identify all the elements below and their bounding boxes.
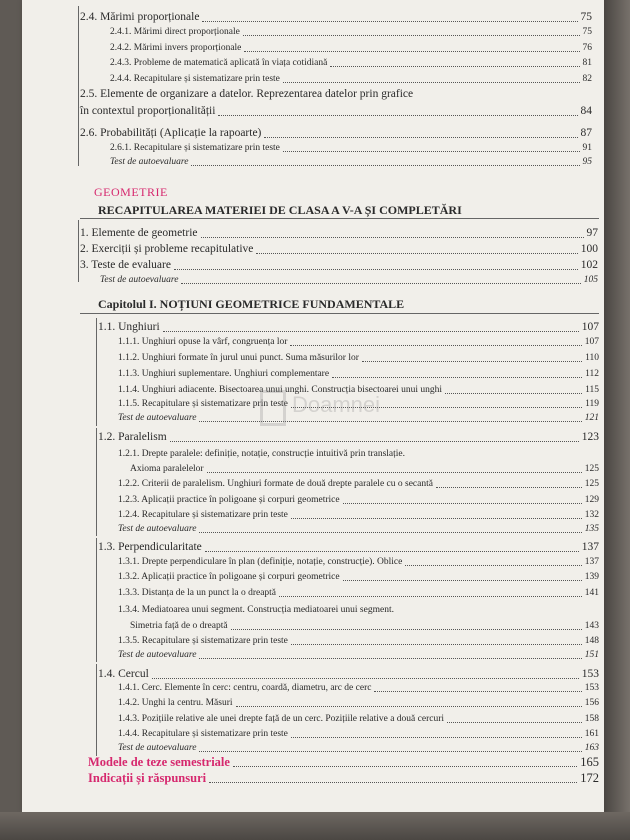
entry-page: 172 <box>580 771 599 785</box>
toc-entry-title-line: 2.5. Elemente de organizare a datelor. Reprezentarea datelor prin grafice <box>80 88 414 100</box>
toc-entry <box>118 386 599 396</box>
toc-entry <box>118 511 599 521</box>
dot-leader <box>290 344 581 346</box>
toc-entry <box>110 28 592 38</box>
dot-leader <box>330 65 579 67</box>
dot-leader <box>279 595 582 597</box>
toc-entry-indicatii <box>88 772 599 785</box>
toc-entry <box>118 370 599 380</box>
entry-title: 2. Exerciții și probleme recapitulative <box>80 243 254 255</box>
section-bracket-line <box>96 318 97 426</box>
entry-title: Axioma paralelelor <box>130 464 204 474</box>
entry-title: 1. Elemente de geometrie <box>80 227 198 239</box>
entry-title: 1.4.4. Recapitulare și sistematizare prin teste <box>118 729 288 739</box>
entry-page: 100 <box>580 243 598 255</box>
entry-title: 1.1.5. Recapitulare și sistematizare prin teste <box>118 399 288 409</box>
entry-title: 1.1.4. Unghiuri adiacente. Bisectoarea unui unghi. Construcția bisectoarei unui unghi <box>118 385 442 395</box>
entry-title: 1.1.3. Unghiuri suplementare. Unghiuri complementare <box>118 369 330 379</box>
toc-entry <box>110 158 592 168</box>
dot-leader <box>152 677 579 679</box>
dot-leader <box>205 550 579 552</box>
dot-leader <box>207 471 582 473</box>
toc-entry <box>110 59 592 69</box>
entry-title: Test de autoevaluare <box>100 275 179 285</box>
dot-leader <box>244 50 579 52</box>
dot-leader <box>181 282 580 284</box>
entry-page: 156 <box>584 698 599 708</box>
entry-page: 121 <box>584 413 599 423</box>
entry-title: în contextul proporționalității <box>80 105 216 117</box>
entry-title: 1.1.2. Unghiuri formate în jurul unui punct. Suma măsurilor lor <box>118 353 359 363</box>
dot-leader <box>174 268 578 270</box>
entry-page: 137 <box>581 541 599 553</box>
dot-leader <box>236 705 582 707</box>
entry-page: 132 <box>584 510 599 520</box>
entry-title: 1.3.3. Distanța de la un punct la o dreaptă <box>118 588 277 598</box>
entry-title: 1.3. Perpendicularitate <box>98 541 202 553</box>
toc-entry <box>118 573 599 583</box>
toc-entry <box>98 432 599 444</box>
toc-entry <box>118 496 599 506</box>
toc-entry-title-line: 1.3.4. Mediatoarea unui segment. Construcția mediatoarei unui segment. <box>118 605 394 615</box>
entry-title: 1.3.1. Drepte perpendiculare în plan (definiție, notație, construcție). Oblice <box>118 557 403 567</box>
toc-entry-2-5-continuation <box>80 106 592 118</box>
entry-title: Simetria față de o dreaptă <box>130 621 228 631</box>
toc-entry <box>118 744 599 754</box>
section-bracket-line <box>78 6 79 166</box>
dot-leader <box>374 690 581 692</box>
entry-page: 143 <box>584 621 599 631</box>
dot-leader <box>445 392 582 394</box>
entry-page: 112 <box>585 369 599 379</box>
dot-leader <box>199 420 581 422</box>
toc-entry <box>80 12 592 24</box>
entry-title: 2.4. Mărimi proporționale <box>80 11 200 23</box>
entry-page: 141 <box>584 588 599 598</box>
entry-page: 107 <box>584 337 599 347</box>
dot-leader <box>283 150 580 152</box>
entry-title: Modele de teze semestriale <box>88 755 230 769</box>
entry-title: Test de autoevaluare <box>118 650 197 660</box>
recap-rule <box>80 218 599 219</box>
dot-leader <box>170 440 579 442</box>
dot-leader <box>343 502 582 504</box>
entry-page: 148 <box>584 636 599 646</box>
entry-title: 1.1. Unghiuri <box>98 321 160 333</box>
entry-page: 107 <box>581 321 599 333</box>
dot-leader <box>291 643 582 645</box>
book-page <box>22 0 604 812</box>
toc-entry <box>118 354 599 364</box>
entry-title: 2.6.1. Recapitulare și sistematizare prin teste <box>110 143 280 153</box>
entry-title: 2.4.1. Mărimi direct proporționale <box>110 27 240 37</box>
section-bracket-line <box>96 664 97 756</box>
dot-leader <box>362 360 582 362</box>
toc-entry <box>118 651 599 661</box>
dot-leader <box>264 136 577 138</box>
dot-leader <box>202 20 577 22</box>
toc-entry <box>118 684 599 694</box>
entry-title: 2.4.2. Mărimi invers proporționale <box>110 43 242 53</box>
dot-leader <box>231 628 582 630</box>
entry-page: 81 <box>582 58 592 68</box>
entry-title: 2.6. Probabilități (Aplicație la rapoarte) <box>80 127 262 139</box>
entry-title: 1.2. Paralelism <box>98 431 167 443</box>
toc-entry <box>118 637 599 647</box>
chapter-rule <box>80 313 599 314</box>
entry-page: 123 <box>581 431 599 443</box>
section-bracket-line <box>96 538 97 662</box>
toc-entry <box>118 558 599 568</box>
toc-entry <box>118 338 599 348</box>
toc-entry <box>80 128 592 140</box>
dot-leader <box>243 34 580 36</box>
entry-page: 151 <box>584 650 599 660</box>
dot-leader <box>218 114 577 116</box>
entry-title: Test de autoevaluare <box>118 524 197 534</box>
dot-leader <box>191 164 579 166</box>
chapter-heading: Capitolul I. NOȚIUNI GEOMETRICE FUNDAMENTALE <box>98 297 405 311</box>
entry-title: 1.4.3. Pozițiile relative ale unei drepte față de un cerc. Pozițiile relative a două cercuri <box>118 714 445 724</box>
dot-leader <box>199 531 581 533</box>
entry-page: 76 <box>582 43 592 53</box>
entry-title: 1.2.3. Aplicații practice în poligoane și corpuri geometrice <box>118 495 340 505</box>
toc-entry <box>110 144 592 154</box>
entry-title: 2.4.3. Probleme de matematică aplicată în viața cotidiană <box>110 58 328 68</box>
entry-title: 1.3.5. Recapitulare și sistematizare prin teste <box>118 636 288 646</box>
entry-page: 87 <box>580 127 592 139</box>
entry-page: 91 <box>582 143 592 153</box>
entry-title: 1.3.2. Aplicații practice în poligoane și corpuri geometrice <box>118 572 340 582</box>
entry-page: 125 <box>584 479 599 489</box>
dot-leader <box>163 330 579 332</box>
dot-leader <box>291 406 582 408</box>
section-bracket-line <box>78 220 79 282</box>
toc-entry <box>80 228 598 240</box>
recap-heading: RECAPITULAREA MATERIEI DE CLASA A V-A ȘI COMPLETĂRI <box>98 203 462 217</box>
section-heading-geometrie: GEOMETRIE <box>94 185 168 199</box>
dot-leader <box>283 81 580 83</box>
entry-page: 95 <box>582 157 592 167</box>
entry-title: 1.2.4. Recapitulare și sistematizare prin teste <box>118 510 288 520</box>
dot-leader <box>332 376 582 378</box>
entry-title: 1.2.2. Criterii de paralelism. Unghiuri formate de două drepte paralele cu o secantă <box>118 479 433 489</box>
toc-entry <box>118 715 599 725</box>
toc-entry <box>118 730 599 740</box>
toc-entry-title-line: 1.2.1. Drepte paralele: definiție, notație, construcție intuitivă prin translație. <box>118 449 406 459</box>
entry-page: 161 <box>584 729 599 739</box>
dot-leader <box>256 252 577 254</box>
toc-entry <box>118 480 599 490</box>
dot-leader <box>436 486 582 488</box>
toc-entry <box>118 525 599 535</box>
entry-page: 129 <box>584 495 599 505</box>
toc-entry <box>118 589 599 599</box>
entry-page: 137 <box>584 557 599 567</box>
entry-page: 97 <box>586 227 598 239</box>
toc-entry <box>130 465 599 475</box>
entry-title: 1.4.2. Unghi la centru. Măsuri <box>118 698 233 708</box>
dot-leader <box>201 236 584 238</box>
entry-page: 153 <box>584 683 599 693</box>
toc-entry <box>98 669 599 681</box>
dot-leader <box>343 579 582 581</box>
toc-entry <box>80 260 598 272</box>
toc-entry <box>100 276 598 286</box>
entry-title: 1.4. Cercul <box>98 668 149 680</box>
entry-page: 165 <box>580 755 599 769</box>
entry-page: 82 <box>582 74 592 84</box>
entry-page: 84 <box>580 105 592 117</box>
entry-page: 105 <box>583 275 598 285</box>
dot-leader <box>291 517 582 519</box>
dot-leader <box>199 750 581 752</box>
toc-entry <box>118 699 599 709</box>
toc-entry <box>98 542 599 554</box>
entry-title: Test de autoevaluare <box>110 157 189 167</box>
book-spine-shadow <box>604 0 630 840</box>
dot-leader <box>447 721 582 723</box>
toc-entry <box>118 414 599 424</box>
dot-leader <box>199 657 581 659</box>
dot-leader <box>405 564 581 566</box>
entry-page: 125 <box>584 464 599 474</box>
entry-title: 2.4.4. Recapitulare și sistematizare prin teste <box>110 74 280 84</box>
entry-page: 102 <box>580 259 598 271</box>
entry-page: 110 <box>585 353 599 363</box>
toc-entry <box>110 75 592 85</box>
entry-page: 139 <box>584 572 599 582</box>
dot-leader <box>233 765 577 767</box>
entry-title: 1.4.1. Cerc. Elemente în cerc: centru, coardă, diametru, arc de cerc <box>118 683 372 693</box>
entry-page: 153 <box>581 668 599 680</box>
toc-entry <box>80 244 598 256</box>
entry-title: 3. Teste de evaluare <box>80 259 171 271</box>
table-of-contents <box>22 0 604 812</box>
entry-title: Test de autoevaluare <box>118 413 197 423</box>
toc-entry <box>118 400 599 410</box>
watermark-text: Doamnei <box>292 392 381 417</box>
entry-title: Indicații și răspunsuri <box>88 771 207 785</box>
dot-leader <box>291 736 582 738</box>
entry-title: Test de autoevaluare <box>118 743 197 753</box>
entry-page: 115 <box>585 385 599 395</box>
entry-page: 135 <box>584 524 599 534</box>
entry-page: 119 <box>585 399 599 409</box>
table-surface <box>0 812 630 840</box>
toc-entry <box>110 44 592 54</box>
toc-entry <box>130 622 599 632</box>
entry-title: 1.1.1. Unghiuri opuse la vârf, congruența lor <box>118 337 288 347</box>
entry-page: 75 <box>582 27 592 37</box>
toc-entry <box>98 322 599 334</box>
entry-page: 75 <box>580 11 592 23</box>
toc-entry-modele <box>88 756 599 769</box>
section-bracket-line <box>96 428 97 536</box>
entry-page: 163 <box>584 743 599 753</box>
dot-leader <box>209 781 577 783</box>
entry-page: 158 <box>584 714 599 724</box>
